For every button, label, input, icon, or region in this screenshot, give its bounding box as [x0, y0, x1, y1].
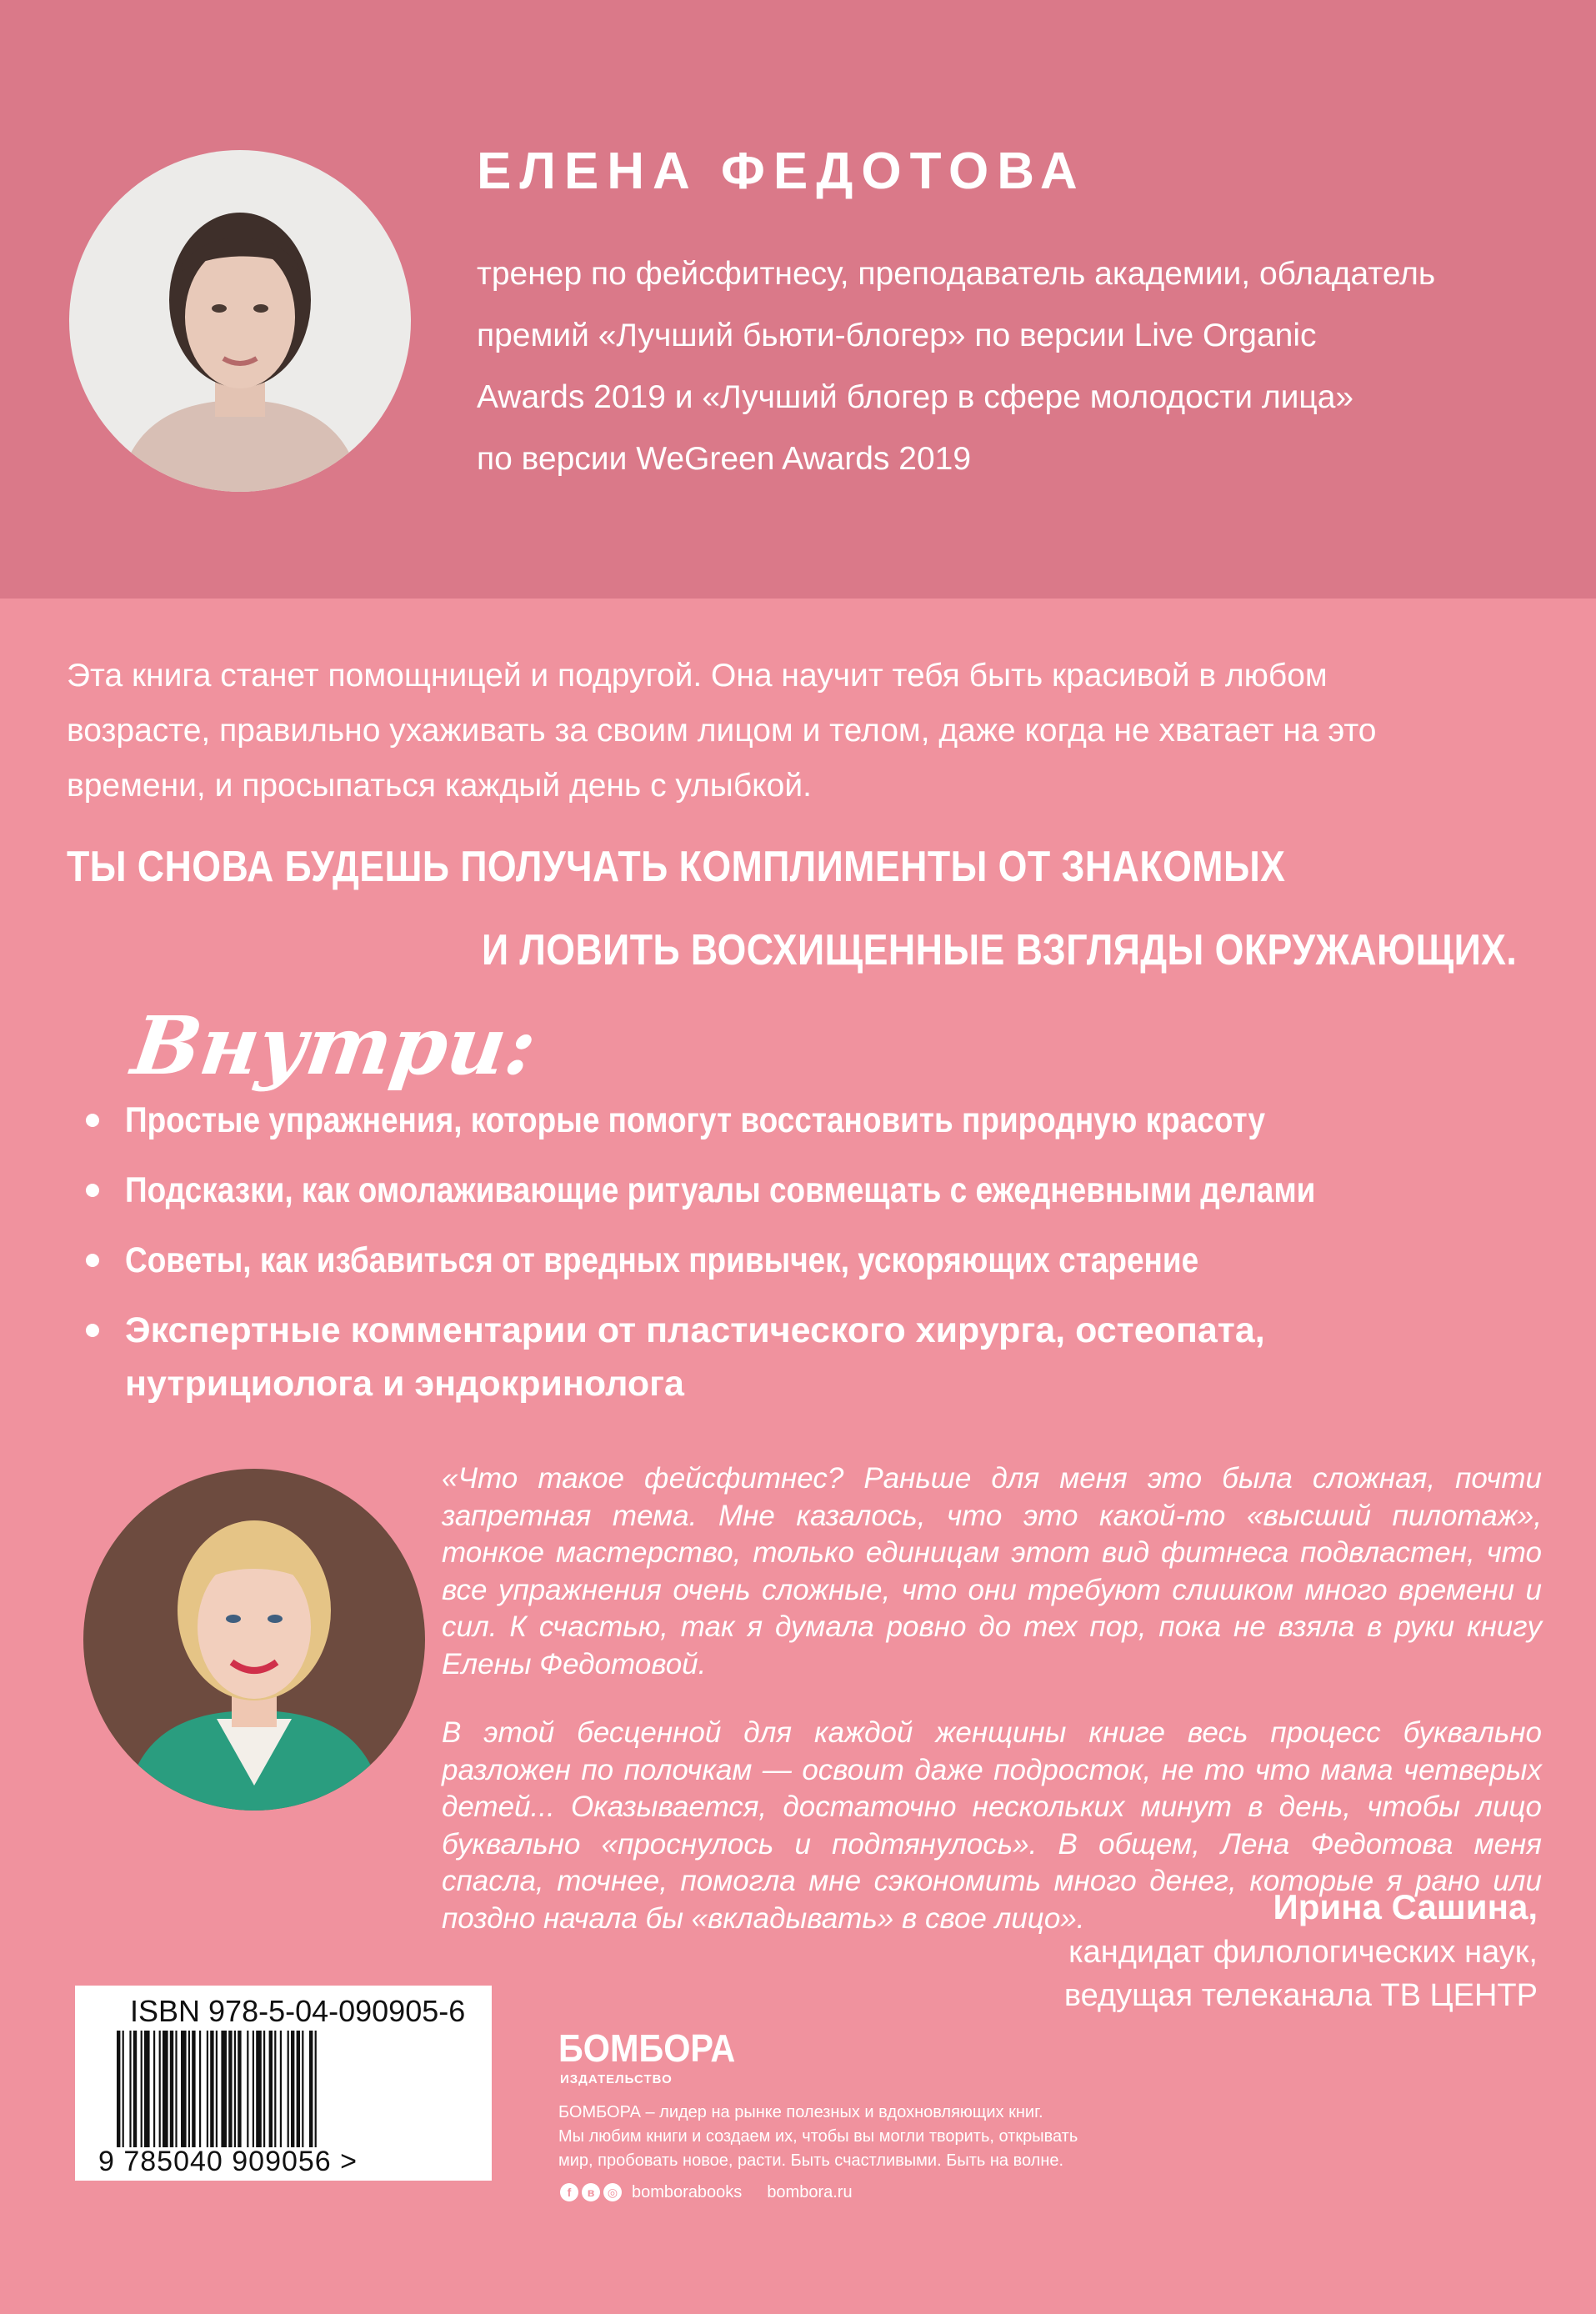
inside-title: Внутри: — [127, 999, 543, 1093]
author-bio-line: Awards 2019 и «Лучший блогер в сфере молодости лица» — [477, 379, 1354, 415]
instagram-icon[interactable]: ◎ — [603, 2183, 622, 2201]
author-portrait-icon — [69, 150, 411, 492]
barcode-icon — [117, 2031, 483, 2147]
reviewer-signature — [1064, 1886, 1538, 2017]
list-item-text: Экспертные комментарии от пластического хирурга, остеопата, нутрициолога и эндокринолога — [125, 1310, 1265, 1404]
author-bio-line: премий «Лучший бьюти-блогер» по версии Live Organic — [477, 318, 1317, 353]
author-bio — [477, 243, 1577, 490]
slogan-line-1: ТЫ СНОВА БУДЕШЬ ПОЛУЧАТЬ КОМПЛИМЕНТЫ ОТ ЗНАКОМЫХ — [67, 843, 1286, 891]
bullet-dot-icon — [86, 1114, 99, 1127]
author-bio-line: по версии WeGreen Awards 2019 — [477, 441, 972, 477]
inside-list — [79, 1094, 1529, 1427]
reviewer-portrait-icon — [83, 1469, 425, 1811]
author-bio-line: тренер по фейсфитнесу, преподаватель академии, обладатель — [477, 256, 1436, 292]
bullet-dot-icon — [86, 1184, 99, 1197]
vk-icon[interactable]: в — [582, 2183, 600, 2201]
reviewer-title: кандидат филологических наук, — [1068, 1935, 1538, 1970]
publisher-desc-line: БОМБОРА – лидер на рынке полезных и вдохновляющих книг. — [558, 2103, 1043, 2121]
list-item — [79, 1094, 1529, 1147]
facebook-icon[interactable]: f — [560, 2183, 578, 2201]
intro-line: времени, и просыпаться каждый день с улыбкой. — [67, 768, 812, 804]
quote-paragraph: «Что такое фейсфитнес? Раньше для меня это была сложная, почти запретная тема. Мне казалось, что это какой-то «высший пилотаж», тонкое мастерство, только единицам этот вид фитнеса подвластен, что все упражнения очень сложные, что они требуют слишком много времени и сил. К счастью, так я думала ровно до тех пор, пока не взяла в руки книгу Елены Федотовой. — [442, 1462, 1542, 1680]
isbn-text: ISBN 978-5-04-090905-6 — [130, 1994, 466, 2028]
list-item — [79, 1164, 1529, 1217]
intro-line: возрасте, правильно ухаживать за своим лицом и телом, даже когда не хватает на это — [67, 713, 1377, 749]
intro-line: Эта книга станет помощницей и подругой. Она научит тебя быть красивой в любом — [67, 658, 1328, 694]
reviewer-title: ведущая телеканала ТВ ЦЕНТР — [1063, 1978, 1538, 2013]
barcode-block — [75, 1986, 492, 2181]
list-item — [79, 1304, 1529, 1410]
social-links — [560, 2181, 853, 2204]
publisher-desc-line: Мы любим книги и создаем их, чтобы вы могли творить, открывать — [558, 2127, 1078, 2146]
reviewer-name: Ирина Сашина, — [1273, 1887, 1538, 1926]
author-photo — [69, 150, 411, 492]
reviewer-photo — [83, 1469, 425, 1811]
author-name: ЕЛЕНА ФЕДОТОВА — [477, 143, 1086, 200]
list-item-text: Простые упражнения, которые помогут восстановить природную красоту — [125, 1100, 1266, 1140]
slogan-line-2: И ЛОВИТЬ ВОСХИЩЕННЫЕ ВЗГЛЯДЫ ОКРУЖАЮЩИХ. — [482, 926, 1518, 974]
publisher-description — [558, 2101, 1078, 2173]
bullet-dot-icon — [86, 1324, 99, 1337]
publisher-logo: БОМБОРА — [558, 2026, 736, 2070]
publisher-desc-line: мир, пробовать новое, расти. Быть счастливыми. Быть на волне. — [558, 2151, 1064, 2170]
bullet-dot-icon — [86, 1254, 99, 1267]
website-link[interactable]: bombora.ru — [767, 2182, 853, 2201]
list-item — [79, 1234, 1529, 1287]
publisher-sublabel: ИЗДАТЕЛЬСТВО — [560, 2072, 673, 2086]
social-handle[interactable]: bomborabooks — [632, 2182, 743, 2201]
barcode-digits: 9 785040 909056 > — [98, 2146, 358, 2177]
quote-paragraph: В этой бесценной для каждой женщины книге весь процесс буквально разложен по полочкам — освоит даже подросток, не то что мама четверых детей... Оказывается, достаточно нескольких минут в день, чтобы лицо буквально «проснулось и подтянулось». В общем, Лена Федотова меня спасла, точнее, помогла мне сэкономить много денег, которые я рано или поздно начала бы «вкладывать» в свое лицо». — [442, 1716, 1542, 1935]
book-intro — [67, 649, 1533, 814]
list-item-text: Подсказки, как омолаживающие ритуалы совмещать с ежедневными делами — [125, 1170, 1316, 1210]
list-item-text: Советы, как избавиться от вредных привычек, ускоряющих старение — [125, 1240, 1199, 1280]
